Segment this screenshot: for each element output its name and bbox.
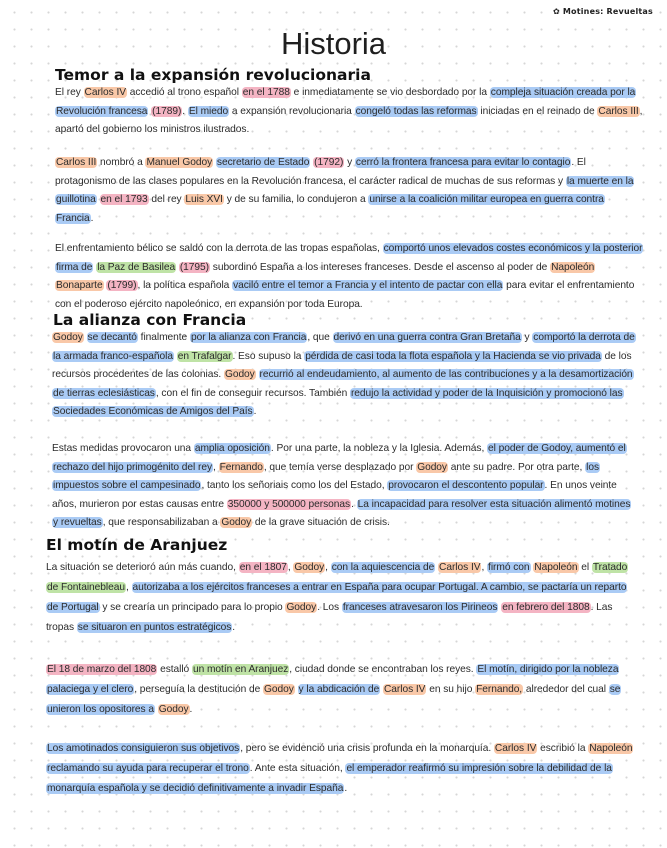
highlight-event: comportó unos elevados costes económicos y la posterior firma de: [56, 243, 643, 273]
section-temor: [0, 66, 667, 140]
highlight-event: se decantó: [87, 332, 137, 343]
highlight-event: cerró la frontera francesa para evitar lo contagio: [355, 157, 571, 168]
highlight-place: en Trafalgar: [177, 350, 232, 362]
highlight-person: Carlos III: [56, 157, 97, 168]
text-run: a expansión revolucionaria: [229, 105, 355, 117]
text-run: , tanto los señoriais como los del Estado,: [201, 480, 388, 491]
text-run: nombró a: [97, 157, 146, 168]
text-run: La situación se deterioró aún más cuando,: [46, 562, 239, 573]
text-run: de los recursos procedentes de las colonias.: [52, 350, 632, 380]
text-run: ,: [481, 562, 488, 573]
section-motin-cont: [0, 660, 667, 720]
highlight-date: 350000 y 500000 personas: [227, 498, 351, 510]
section-motin-cont2: [0, 739, 667, 799]
text-run: y: [344, 157, 355, 168]
text-run: . Ante esta situación,: [249, 763, 346, 774]
highlight-date: (1789): [152, 105, 182, 117]
text-run: . En unos veinte años, murieron por estas causas entre: [52, 480, 617, 510]
text-run: , ciudad donde se encontraban los reyes.: [289, 664, 477, 675]
highlight-person: Godoy: [158, 704, 189, 715]
highlight-person: Godoy: [224, 369, 255, 380]
highlight-person: Napoleón: [534, 562, 578, 573]
paragraph: [55, 154, 643, 228]
paragraph: [55, 84, 643, 140]
highlight-person: Luis XVI: [185, 194, 223, 205]
section-temor-cont: [0, 154, 667, 228]
highlight-date: (1799): [107, 280, 137, 291]
highlight-event: compleja situación creada por la Revolución francesa: [56, 87, 636, 117]
text-run: , apartó del gobierno los ministros ilustrados.: [55, 105, 643, 135]
section-alianza-cont: [0, 440, 667, 533]
highlight-event: unirse a la coalición militar europea en guerra contra Francia: [56, 194, 604, 224]
text-run: . Los: [317, 602, 342, 613]
section-temor-cont2: [0, 240, 667, 314]
text-run: y: [521, 332, 533, 343]
highlight-person: Napoleón Bonaparte: [56, 261, 595, 291]
page-title: Historia: [280, 26, 387, 61]
highlight-event: Los amotinados consiguieron sus objetivos: [47, 743, 240, 754]
paragraph: [52, 329, 637, 422]
text-run: .: [232, 622, 236, 633]
section-alianza: [0, 311, 667, 422]
text-run: .: [90, 212, 94, 224]
highlight-event: se unieron los opositores a: [47, 684, 621, 715]
highlight-event: congeló todas las reformas: [355, 105, 477, 117]
text-run: alrededor del cual: [523, 684, 609, 695]
highlight-person: Carlos III: [598, 105, 639, 117]
highlight-event: El miedo: [188, 105, 229, 117]
highlight-person: Carlos IV: [84, 87, 126, 98]
highlight-person: Fernando,: [476, 684, 523, 695]
highlight-place: la Paz de Basilea: [97, 261, 176, 273]
highlight-date: en el 1793: [100, 194, 148, 205]
text-run: , perseguía la destitución de: [134, 684, 263, 695]
highlight-person: Napoleón: [589, 743, 633, 754]
text-run: estalló: [157, 664, 192, 675]
highlight-person: Carlos IV: [383, 684, 426, 695]
text-run: .: [253, 406, 257, 417]
paragraph: [46, 660, 637, 720]
text-run: subordinó España a los intereses franceses. Desde el ascenso al poder de: [210, 261, 551, 273]
text-run: e inmediatamente se vio desbordado por la: [290, 87, 490, 98]
highlight-person: Fernando: [219, 461, 263, 473]
text-run: iniciadas en el reinado de: [477, 105, 598, 117]
text-run: y se crearía un principado para lo propio: [99, 602, 286, 613]
text-run: .: [182, 105, 188, 117]
highlight-place: Tratado de Fontainebleau: [47, 562, 628, 593]
text-run: ante su padre. Por otra parte,: [447, 461, 586, 473]
text-run: para evitar el enfrentamiento con el poderoso ejército napoleónico, en expansión por toda Europa.: [55, 280, 635, 310]
highlight-person: Godoy: [294, 562, 325, 573]
highlight-event: con la aquiescencia de: [331, 562, 435, 573]
highlight-event: autorizaba a los ejércitos franceses a entrar en España para ocupar Portugal. A cambio, se pactaría un reparto de Portugal: [47, 582, 627, 613]
text-run: escribió la: [537, 743, 589, 754]
highlight-event: recurrió al endeudamiento, al aumento de las contribuciones y a la desamortización de tierras eclesiásticas: [53, 369, 633, 399]
text-run: .: [189, 704, 193, 715]
highlight-event: secretario de Estado: [216, 157, 310, 168]
section-heading-temor: Temor a la expansión revolucionaria: [55, 66, 371, 84]
text-run: , con el fin de conseguir recursos. También: [155, 387, 350, 399]
highlight-date: en febrero del 1808: [502, 602, 590, 613]
highlight-date: El 18 de marzo del 1808: [47, 664, 157, 675]
text-run: , que temía verse desplazado por: [263, 461, 417, 473]
highlight-event: comportó la derrota de la armada franco-española: [53, 332, 635, 362]
text-run: y de su familia, lo condujeron a: [223, 194, 369, 205]
section-heading-motin: El motín de Aranjuez: [46, 536, 228, 554]
highlight-event: y la abdicación de: [298, 684, 380, 695]
highlight-event: La incapacidad para resolver esta situación alimentó motines y revueltas: [53, 498, 631, 528]
text-run: el: [578, 562, 592, 573]
highlight-event: por la alianza con Francia: [190, 332, 307, 343]
highlight-event: vaciló entre el temor a Francia y el intento de pactar con ella: [233, 280, 503, 291]
text-run: en su hijo: [426, 684, 476, 695]
text-run: , la política española: [137, 280, 233, 291]
highlight-event: derivó en una guerra contra Gran Bretaña: [333, 332, 521, 343]
highlight-date: (1795): [179, 261, 209, 273]
highlight-person: Carlos IV: [494, 743, 537, 754]
topic-tag: ✿ Motines: Revueltas: [552, 7, 653, 16]
text-run: del rey: [148, 194, 185, 205]
paragraph: [55, 240, 643, 314]
highlight-person: Godoy: [286, 602, 317, 613]
highlight-person: Carlos IV: [439, 562, 481, 573]
text-run: ,: [213, 461, 219, 473]
text-run: ,: [287, 562, 294, 573]
text-run: . Eso supuso la: [232, 350, 305, 362]
paragraph: [46, 739, 637, 799]
highlight-event: los impuestos sobre el campesinado: [53, 461, 599, 491]
text-run: ,: [325, 562, 331, 573]
highlight-event: el emperador reafirmó su impresión sobre la debilidad de la monarquía española y se decidió definitivamente a invadir España: [47, 763, 612, 794]
text-run: Estas medidas provocaron una: [52, 443, 194, 454]
highlight-date: (1792): [314, 157, 344, 168]
highlight-event: amplia oposición: [194, 443, 270, 454]
highlight-event: el poder de Godoy, aumentó el rechazo del hijo primogénito del rey: [53, 443, 626, 473]
highlight-person: Godoy: [263, 684, 294, 695]
text-run: , que responsabilizaban a: [102, 517, 221, 528]
section-motin: [0, 536, 667, 638]
highlight-place: un motín en Aranjuez: [192, 664, 289, 675]
text-run: . El protagonismo de las clases populares en la Revolución francesa, el carácter radical de muchas de sus reformas y: [55, 157, 586, 187]
text-run: .: [344, 783, 348, 794]
text-run: . Por una parte, la nobleza y la Iglesia. Además,: [270, 443, 488, 454]
highlight-person: Godoy: [417, 461, 447, 473]
text-run: .: [351, 498, 357, 510]
text-run: El enfrentamiento bélico se saldó con la derrota de las tropas españolas,: [55, 243, 383, 254]
section-heading-alianza: La alianza con Francia: [53, 311, 247, 329]
highlight-event: El motín, dirigido por la nobleza palaciega y el clero: [47, 664, 619, 695]
text-run: de la grave situación de crisis.: [252, 517, 390, 528]
text-run: . Las tropas: [46, 602, 613, 633]
highlight-event: provocaron el descontento popular: [388, 480, 544, 491]
text-run: accedió al trono español: [126, 87, 242, 98]
highlight-event: firmó con: [488, 562, 530, 573]
text-run: El rey: [55, 87, 84, 98]
highlight-date: en el 1807: [239, 562, 287, 573]
highlight-person: Godoy: [53, 332, 83, 343]
highlight-person: Manuel Godoy: [146, 157, 213, 168]
paragraph: [52, 440, 637, 533]
text-run: ,: [125, 582, 132, 593]
text-run: , pero se evidenció una crisis profunda en la monarquía.: [240, 743, 494, 754]
text-run: , que: [307, 332, 333, 343]
highlight-event: franceses atravesaron los Pirineos: [342, 602, 498, 613]
paragraph: [46, 558, 637, 638]
highlight-event: la muerte en la guillotina: [56, 175, 634, 205]
text-run: finalmente: [137, 332, 190, 343]
highlight-date: en el 1788: [242, 87, 290, 98]
highlight-event: se situaron en puntos estratégicos: [77, 622, 232, 633]
highlight-event: reclamando su ayuda para recuperar el trono: [47, 763, 249, 774]
highlight-person: Godoy: [221, 517, 252, 528]
highlight-event: redujo la actividad y poder de la Inquisición y promocionó las Sociedades Económicas de Amigos del País: [53, 387, 623, 417]
highlight-event: pérdida de casi toda la flota española y la Hacienda se vio privada: [305, 350, 601, 362]
